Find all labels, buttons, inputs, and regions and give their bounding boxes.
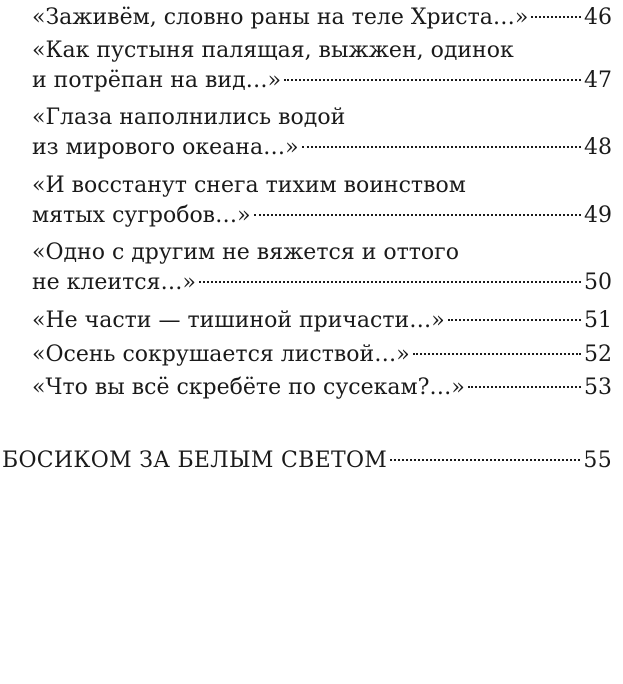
toc-page-number: 52 bbox=[584, 342, 612, 367]
dot-leader bbox=[390, 459, 580, 461]
dot-leader bbox=[199, 281, 581, 283]
toc-entry-line bbox=[32, 268, 612, 298]
dot-leader bbox=[531, 16, 581, 18]
toc-entry bbox=[32, 238, 612, 298]
dot-leader bbox=[468, 386, 581, 388]
toc-entry-line bbox=[32, 373, 612, 403]
toc-page-number: 47 bbox=[584, 68, 612, 93]
toc-entry-line bbox=[32, 66, 612, 96]
toc-entry-title: «Заживём, словно раны на теле Христа…» bbox=[32, 5, 529, 30]
toc-entry bbox=[32, 103, 612, 163]
toc-entry-title: «Как пустыня палящая, выжжен, одинок bbox=[32, 38, 514, 63]
toc-entry bbox=[32, 36, 612, 96]
toc-page-number: 53 bbox=[584, 375, 612, 400]
toc-page-number: 51 bbox=[584, 308, 612, 333]
toc-entry-title: «И восстанут снега тихим воинством bbox=[32, 173, 466, 198]
toc-entry bbox=[32, 340, 612, 370]
toc-entry-title-continued: из мирового океана…» bbox=[32, 135, 299, 160]
toc-entry-line bbox=[32, 340, 612, 370]
dot-leader bbox=[302, 146, 581, 148]
toc-page-number: 49 bbox=[584, 203, 612, 228]
toc-entry-title: «Что вы всё скребёте по сусекам?…» bbox=[32, 375, 465, 400]
toc-section-title: БОСИКОМ ЗА БЕЛЫМ СВЕТОМ bbox=[2, 448, 388, 473]
toc-entry-title-continued: не клеится…» bbox=[32, 270, 196, 295]
toc-entry-title-continued: и потрёпан на вид…» bbox=[32, 68, 282, 93]
toc-section bbox=[2, 446, 612, 476]
toc-page-number: 48 bbox=[584, 135, 612, 160]
toc-section-line bbox=[2, 446, 612, 476]
dot-leader bbox=[413, 353, 581, 355]
toc-entry bbox=[32, 3, 612, 33]
toc-entry-title: «Не части — тишиной причасти…» bbox=[32, 308, 445, 333]
toc-entry-line bbox=[32, 3, 612, 33]
toc-entry-title: «Осень сокрушается листвой…» bbox=[32, 342, 410, 367]
toc-entry bbox=[32, 306, 612, 336]
toc-page-number: 55 bbox=[583, 448, 612, 473]
dot-leader bbox=[448, 319, 581, 321]
dot-leader bbox=[284, 79, 581, 81]
toc-entry-line bbox=[32, 306, 612, 336]
toc-entry-title: «Одно с другим не вяжется и оттого bbox=[32, 240, 459, 265]
toc-page-number: 46 bbox=[584, 5, 612, 30]
toc-entry-line bbox=[32, 201, 612, 231]
toc-entry bbox=[32, 171, 612, 231]
toc-entry bbox=[32, 373, 612, 403]
toc-entry-title-continued: мятых сугробов…» bbox=[32, 203, 251, 228]
toc-entry-line bbox=[32, 133, 612, 163]
toc-page-number: 50 bbox=[584, 270, 612, 295]
dot-leader bbox=[254, 214, 581, 216]
toc-entry-title: «Глаза наполнились водой bbox=[32, 105, 346, 130]
